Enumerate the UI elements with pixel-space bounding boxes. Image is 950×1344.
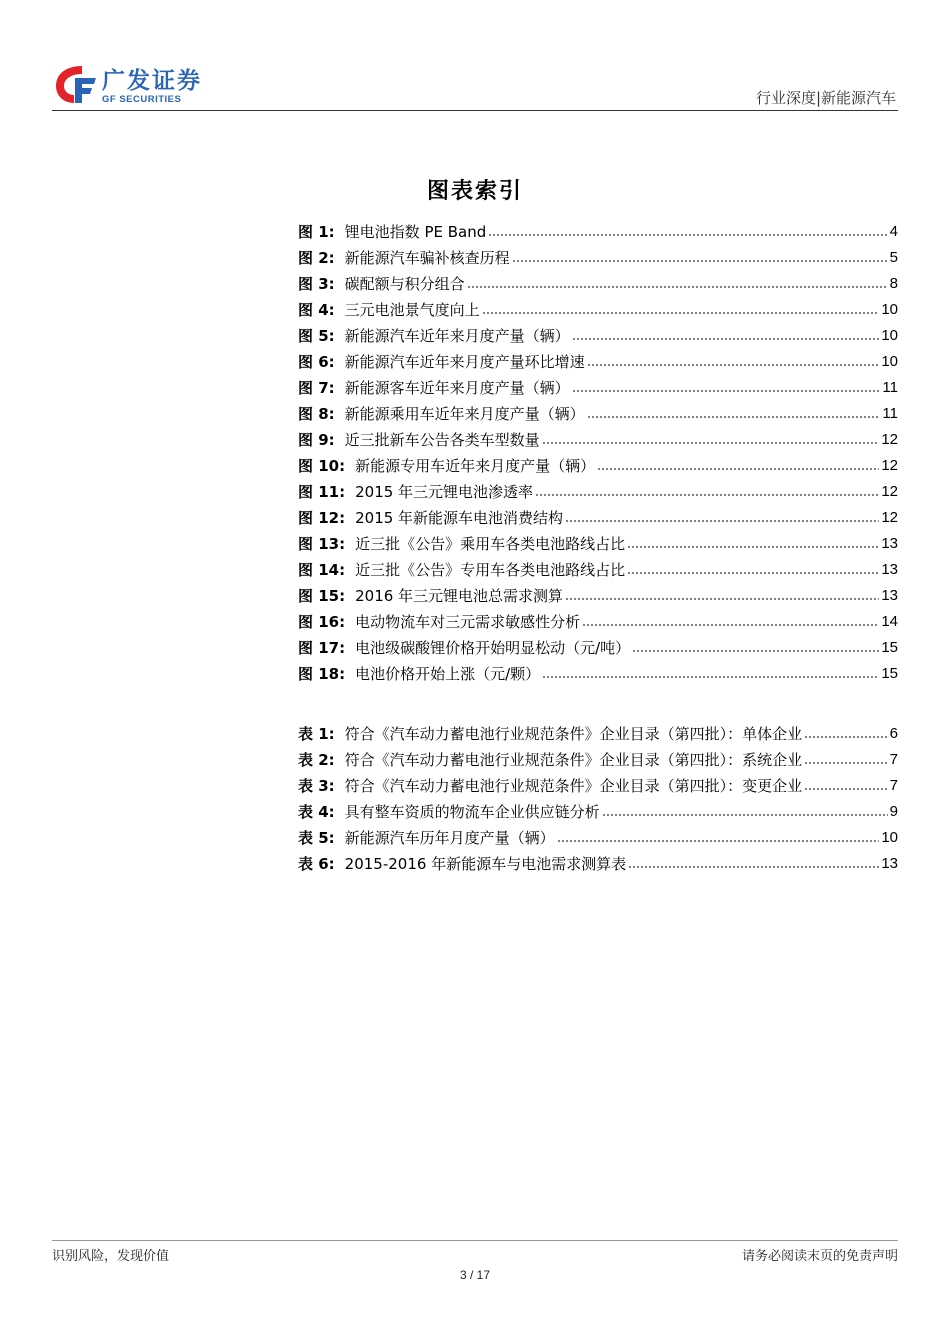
figure-index-row-page: 8: [889, 275, 898, 292]
dot-leader: [512, 259, 888, 263]
table-index-row[interactable]: [298, 717, 898, 743]
figure-index-row-title: 2016 年三元锂电池总需求测算: [355, 587, 564, 605]
table-index-row-label: 表 3:: [298, 777, 335, 795]
table-index-list: [298, 717, 898, 873]
figure-index-row-label: 图 12:: [298, 509, 346, 527]
figure-index-row-page: 14: [881, 613, 898, 630]
figure-index-row-label: 图 9:: [298, 431, 335, 449]
dot-leader: [488, 233, 887, 237]
table-index-row-title: 具有整车资质的物流车企业供应链分析: [344, 803, 600, 821]
figure-index-row-page: 12: [881, 483, 898, 500]
figure-index-row-label: 图 7:: [298, 379, 335, 397]
table-index-row-title: 符合《汽车动力蓄电池行业规范条件》企业目录（第四批）：系统企业: [344, 751, 803, 769]
dot-leader: [467, 285, 888, 289]
dot-leader: [587, 363, 880, 367]
table-index-row-label: 表 1:: [298, 725, 335, 743]
figure-index-row[interactable]: [298, 319, 898, 345]
dot-leader: [804, 761, 887, 765]
figure-index-list: [298, 215, 898, 683]
figure-index-row-title: 新能源专用车近年来月度产量（辆）: [355, 457, 596, 475]
figure-index-row-page: 13: [881, 587, 898, 604]
dot-leader: [627, 571, 879, 575]
figure-index-row-title: 2015 年新能源车电池消费结构: [355, 509, 564, 527]
table-index-row-title: 符合《汽车动力蓄电池行业规范条件》企业目录（第四批）：变更企业: [344, 777, 803, 795]
figure-index-row-title: 电池价格开始上涨（元/颗）: [355, 665, 541, 683]
figure-index-row-page: 15: [881, 639, 898, 656]
figure-index-row-label: 图 1:: [298, 223, 335, 241]
figure-index-row-page: 13: [881, 535, 898, 552]
logo-chinese-name: 广发证券: [102, 68, 202, 94]
table-index-row-title: 2015-2016 年新能源车与电池需求测算表: [344, 855, 627, 873]
dot-leader: [572, 337, 880, 341]
footer-slogan: 识别风险，发现价值: [52, 1249, 170, 1264]
dot-leader: [482, 311, 880, 315]
figure-index-row-title: 新能源客车近年来月度产量（辆）: [344, 379, 570, 397]
dot-leader: [628, 865, 879, 869]
figure-index-row-title: 锂电池指数 PE Band: [344, 223, 487, 241]
figure-index-row[interactable]: [298, 423, 898, 449]
figure-index-row-title: 三元电池景气度向上: [344, 301, 480, 319]
figure-index-row-title: 电池级碳酸锂价格开始明显松动（元/吨）: [355, 639, 631, 657]
figure-index-row[interactable]: [298, 579, 898, 605]
figure-index-row-page: 12: [881, 457, 898, 474]
toc-title: 图表索引: [426, 178, 523, 204]
figure-index-row-page: 13: [881, 561, 898, 578]
figure-index-row[interactable]: [298, 449, 898, 475]
figure-index-row[interactable]: [298, 371, 898, 397]
figure-index-row-page: 12: [881, 509, 898, 526]
figure-index-row[interactable]: [298, 215, 898, 241]
dot-leader: [804, 787, 887, 791]
figure-index-row-label: 图 4:: [298, 301, 335, 319]
figure-index-row[interactable]: [298, 501, 898, 527]
dot-leader: [572, 389, 881, 393]
figure-index-row[interactable]: [298, 475, 898, 501]
logo-english-name: GF SECURITIES: [102, 94, 182, 105]
footer-divider: [52, 1240, 898, 1241]
figure-index-row-label: 图 11:: [298, 483, 346, 501]
figure-index-row-label: 图 3:: [298, 275, 335, 293]
dot-leader: [632, 649, 879, 653]
figure-index-row-title: 近三批《公告》乘用车各类电池路线占比: [355, 535, 626, 553]
table-index-row[interactable]: [298, 743, 898, 769]
dot-leader: [542, 675, 879, 679]
dot-leader: [565, 597, 879, 601]
company-logo: [52, 62, 202, 106]
footer-disclaimer: 请务必阅读末页的免责声明: [741, 1249, 898, 1264]
table-index-row-page: 7: [889, 751, 898, 768]
dot-leader: [565, 519, 879, 523]
table-index-row[interactable]: [298, 821, 898, 847]
figure-index-row-page: 10: [881, 327, 898, 344]
figure-index-row[interactable]: [298, 241, 898, 267]
figure-index-row-page: 11: [882, 405, 898, 422]
figure-index-row[interactable]: [298, 631, 898, 657]
figure-index-row-page: 15: [881, 665, 898, 682]
figure-index-row-title: 近三批《公告》专用车各类电池路线占比: [355, 561, 626, 579]
table-index-row-title: 新能源汽车历年月度产量（辆）: [344, 829, 555, 847]
figure-index-row[interactable]: [298, 605, 898, 631]
page-number: 3 / 17: [459, 1268, 491, 1282]
figure-index-row-title: 新能源汽车近年来月度产量（辆）: [344, 327, 570, 345]
page-header: [52, 62, 898, 110]
figure-index-row[interactable]: [298, 553, 898, 579]
figure-index-row-title: 近三批新车公告各类车型数量: [344, 431, 540, 449]
figure-index-row-label: 图 10:: [298, 457, 346, 475]
table-index-row-page: 9: [889, 803, 898, 820]
figure-index-row[interactable]: [298, 267, 898, 293]
figure-index-row-label: 图 14:: [298, 561, 346, 579]
figure-index-row-title: 2015 年三元锂电池渗透率: [355, 483, 534, 501]
figure-index-row-label: 图 16:: [298, 613, 346, 631]
figure-index-row-page: 5: [889, 249, 898, 266]
figure-index-row-page: 4: [889, 223, 898, 240]
dot-leader: [627, 545, 879, 549]
report-category: 行业深度|新能源汽车: [755, 89, 896, 107]
figure-index-row-title: 新能源汽车骗补核查历程: [344, 249, 510, 267]
figure-index-row-label: 图 13:: [298, 535, 346, 553]
dot-leader: [597, 467, 879, 471]
header-divider: [52, 110, 898, 111]
figure-index-row-page: 11: [882, 379, 898, 396]
figure-index-row-title: 电动物流车对三元需求敏感性分析: [355, 613, 581, 631]
table-index-row[interactable]: [298, 769, 898, 795]
figure-index-row-label: 图 18:: [298, 665, 346, 683]
figure-index-row[interactable]: [298, 293, 898, 319]
table-index-row[interactable]: [298, 795, 898, 821]
figure-index-row-title: 新能源乘用车近年来月度产量（辆）: [344, 405, 585, 423]
gf-logo-icon: [52, 62, 98, 106]
figure-index-row-page: 10: [881, 353, 898, 370]
table-index-row-page: 13: [881, 855, 898, 872]
figure-index-row-title: 碳配额与积分组合: [344, 275, 465, 293]
figure-index-row-title: 新能源汽车近年来月度产量环比增速: [344, 353, 585, 371]
dot-leader: [535, 493, 879, 497]
table-index-row-page: 6: [889, 725, 898, 742]
dot-leader: [587, 415, 881, 419]
table-index-row-page: 7: [889, 777, 898, 794]
table-index-row-label: 表 6:: [298, 855, 335, 873]
figure-index-row-label: 图 17:: [298, 639, 346, 657]
dot-leader: [542, 441, 880, 445]
figure-index-row-label: 图 6:: [298, 353, 335, 371]
figure-index-row-label: 图 8:: [298, 405, 335, 423]
dot-leader: [582, 623, 879, 627]
dot-leader: [804, 735, 887, 739]
figure-index-row[interactable]: [298, 345, 898, 371]
table-index-row-label: 表 4:: [298, 803, 335, 821]
figure-index-row[interactable]: [298, 527, 898, 553]
table-index-row-label: 表 2:: [298, 751, 335, 769]
dot-leader: [602, 813, 888, 817]
figure-index-row-label: 图 5:: [298, 327, 335, 345]
table-index-row-page: 10: [881, 829, 898, 846]
figure-index-row-label: 图 2:: [298, 249, 335, 267]
table-index-row-label: 表 5:: [298, 829, 335, 847]
figure-index-row[interactable]: [298, 657, 898, 683]
dot-leader: [557, 839, 880, 843]
figure-index-row-label: 图 15:: [298, 587, 346, 605]
table-index-row[interactable]: [298, 847, 898, 873]
figure-index-row-page: 12: [881, 431, 898, 448]
figure-index-row[interactable]: [298, 397, 898, 423]
table-index-row-title: 符合《汽车动力蓄电池行业规范条件》企业目录（第四批）：单体企业: [344, 725, 803, 743]
figure-index-row-page: 10: [881, 301, 898, 318]
